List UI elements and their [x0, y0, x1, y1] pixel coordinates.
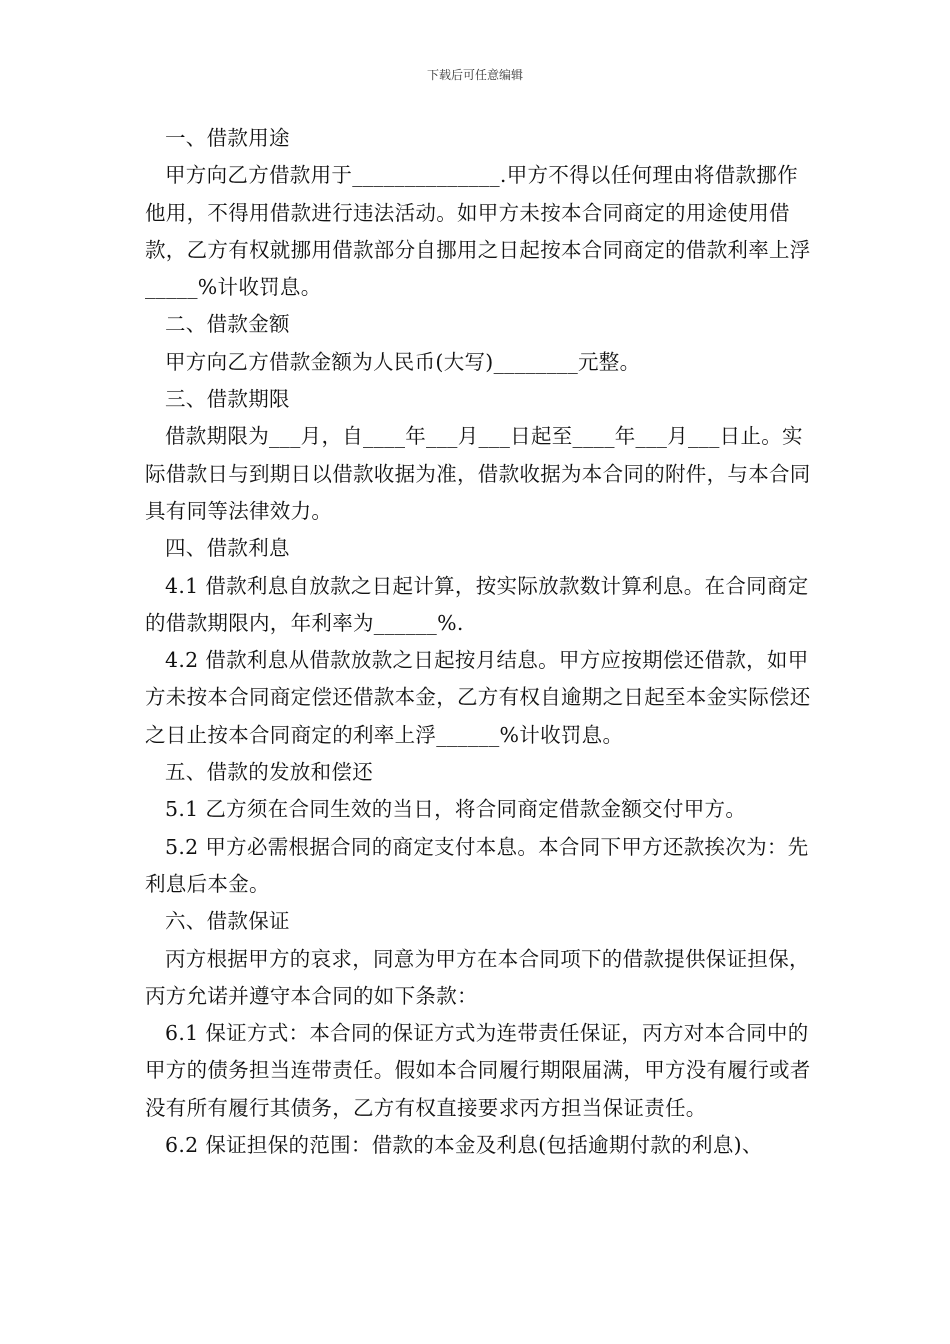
paragraph-purpose: 甲方向乙方借款用于______________.甲方不得以任何理由将借款挪作他用，不得用借款进行违法活动。如甲方未按本合同商定的用途使用借款，乙方有权就挪用借款部分自挪用之日起按本合同商定的借款利率上浮_____%计收罚息。 [145, 163, 811, 300]
section-heading-term: 三、借款期限 [165, 387, 290, 412]
page-header: 下载后可任意编辑 [426, 68, 523, 82]
paragraph-5-1: 5.1 乙方须在合同生效的当日，将合同商定借款金额交付甲方。 [165, 797, 747, 822]
paragraph-6-1: 6.1 保证方式：本合同的保证方式为连带责任保证，丙方对本合同中的甲方的债务担当连带责任。假如本合同履行期限届满，甲方没有履行或者没有所有履行其债务，乙方有权直接要求丙方担当保证责任。 [145, 1021, 811, 1120]
paragraph-5-2: 5.2 甲方必需根据合同的商定支付本息。本合同下甲方还款挨次为：先利息后本金。 [145, 834, 809, 896]
paragraph-6-2: 6.2 保证担保的范围：借款的本金及利息(包括逾期付款的利息)、 [165, 1133, 763, 1158]
paragraph-4-1: 4.1 借款利息自放款之日起计算，按实际放款数计算利息。在合同商定的借款期限内，年利率为______%. [145, 573, 809, 635]
section-heading-purpose: 一、借款用途 [165, 126, 290, 150]
section-heading-amount: 二、借款金额 [165, 312, 290, 337]
section-heading-interest: 四、借款利息 [165, 536, 290, 561]
contract-body [145, 120, 813, 1164]
paragraph-term: 借款期限为___月，自____年___月___日起至____年___月___日止。实际借款日与到期日以借款收据为准，借款收据为本合同的附件，与本合同具有同等法律效力。 [145, 424, 811, 523]
paragraph-amount: 甲方向乙方借款金额为人民币(大写)________元整。 [165, 349, 641, 374]
section-heading-guarantee: 六、借款保证 [165, 909, 290, 934]
section-heading-disbursement: 五、借款的发放和偿还 [165, 760, 373, 785]
paragraph-4-2: 4.2 借款利息从借款放款之日起按月结息。甲方应按期偿还借款，如甲方未按本合同商定偿还借款本金，乙方有权自逾期之日起至本金实际偿还之日止按本合同商定的利率上浮______%计收罚息。 [145, 648, 811, 747]
paragraph-guarantee: 丙方根据甲方的哀求，同意为甲方在本合同项下的借款提供保证担保，丙方允诺并遵守本合同的如下条款： [145, 946, 810, 1008]
